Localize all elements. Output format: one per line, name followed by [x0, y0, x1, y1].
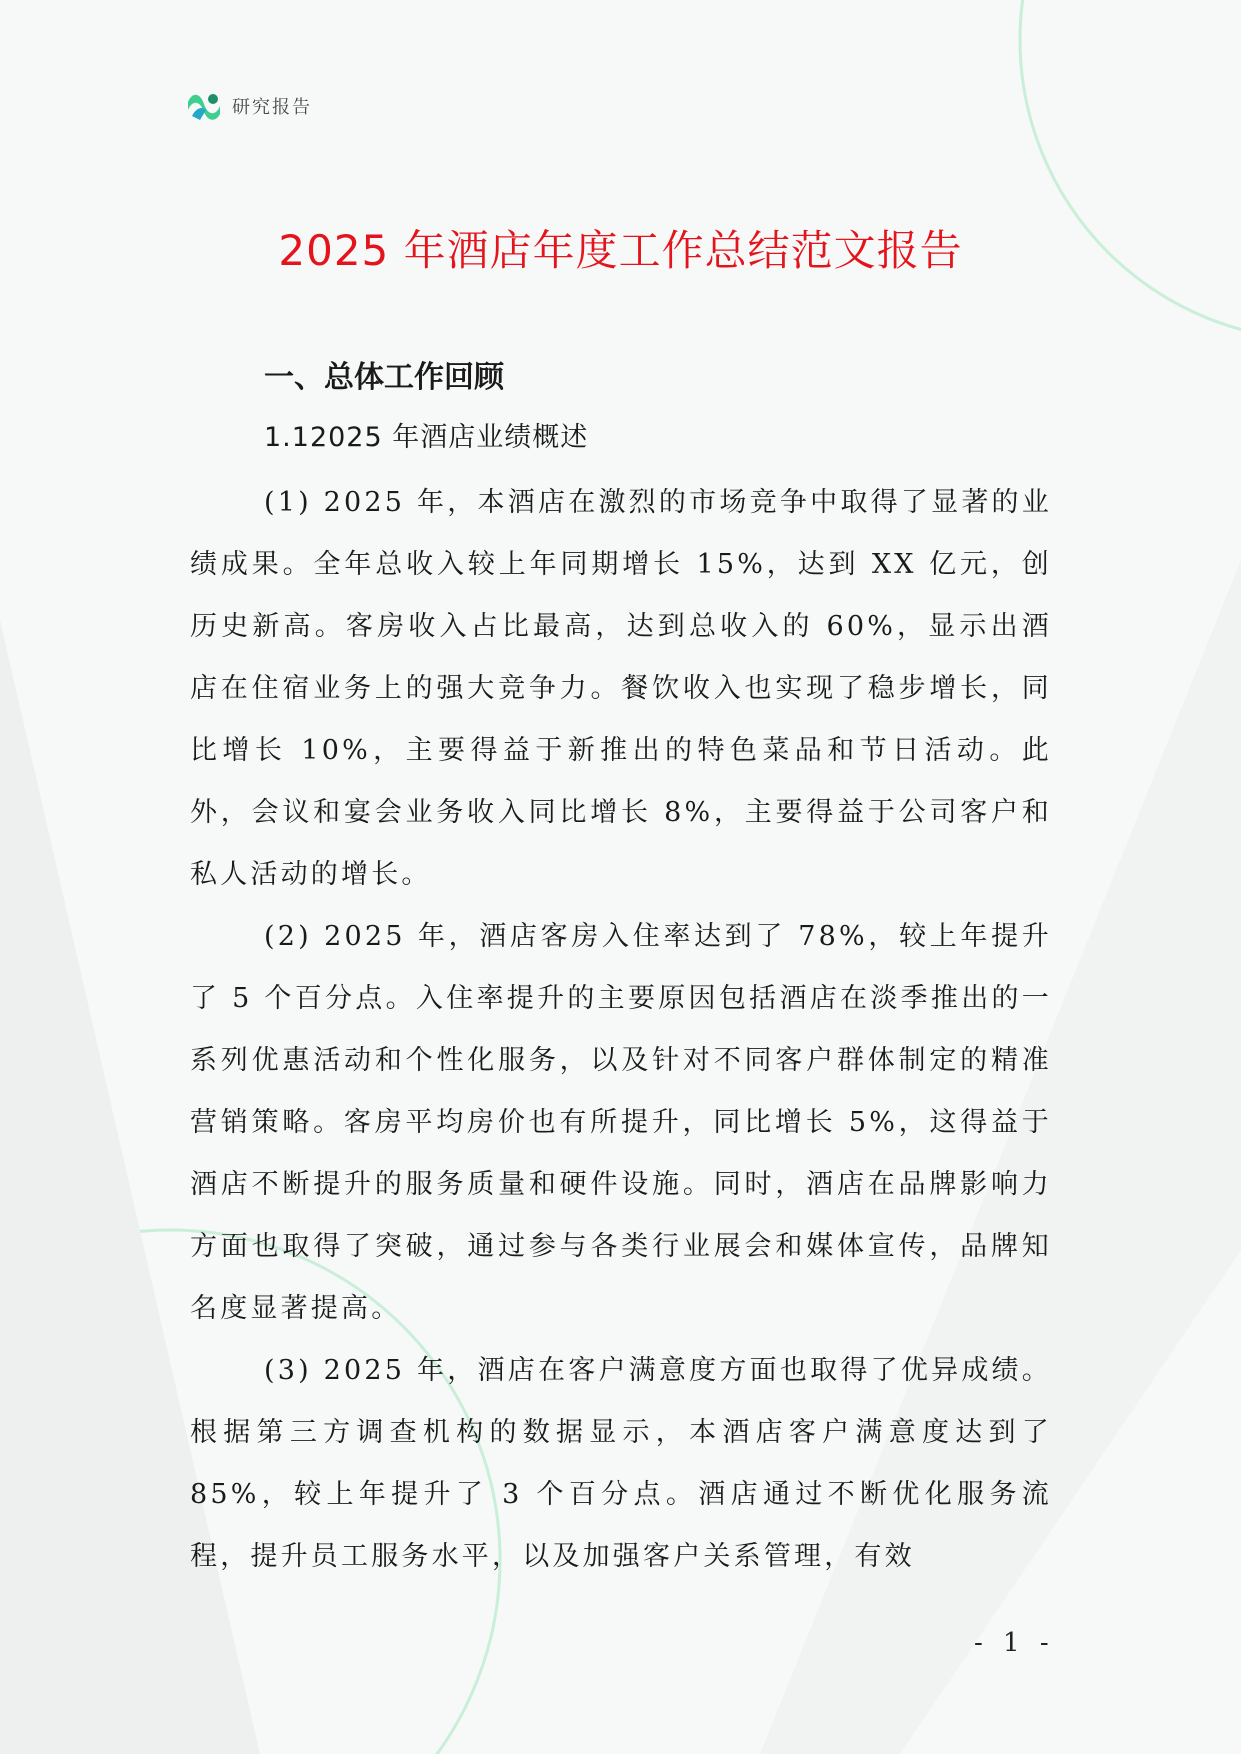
paragraph-1: (1) 2025 年，本酒店在激烈的市场竞争中取得了显著的业绩成果。全年总收入较上年同期增长 15%，达到 XX 亿元，创历史新高。客房收入占比最高，达到总收入的 60%，显示出酒店在住宿业务上的强大竞争力。餐饮收入也实现了稳步增长，同比增长 10%，主要得益于新推出的特色菜品和节日活动。此外，会议和宴会业务收入同比增长 8%，主要得益于公司客户和私人活动的增长。: [190, 487, 1052, 890]
header-label: 研究报告: [232, 97, 312, 118]
report-header: [186, 88, 312, 124]
section-subheading: 1.12025 年酒店业绩概述: [264, 422, 589, 453]
page-number: - 1 -: [974, 1628, 1055, 1658]
section-heading: 一、总体工作回顾: [264, 360, 504, 395]
paragraph-3: (3) 2025 年，酒店在客户满意度方面也取得了优异成绩。根据第三方调查机构的数据显示，本酒店客户满意度达到了 85%，较上年提升了 3 个百分点。酒店通过不断优化服务流程，提升员工服务水平，以及加强客户关系管理，有效: [190, 1355, 1052, 1572]
brand-logo-icon: [186, 88, 222, 124]
paragraph-2: (2) 2025 年，酒店客房入住率达到了 78%，较上年提升了 5 个百分点。入住率提升的主要原因包括酒店在淡季推出的一系列优惠活动和个性化服务，以及针对不同客户群体制定的精准营销策略。客房平均房价也有所提升，同比增长 5%，这得益于酒店不断提升的服务质量和硬件设施。同时，酒店在品牌影响力方面也取得了突破，通过参与各类行业展会和媒体宣传，品牌知名度显著提高。: [190, 921, 1052, 1324]
document-title: 2025 年酒店年度工作总结范文报告: [278, 226, 963, 275]
document-body: [190, 354, 1052, 1588]
